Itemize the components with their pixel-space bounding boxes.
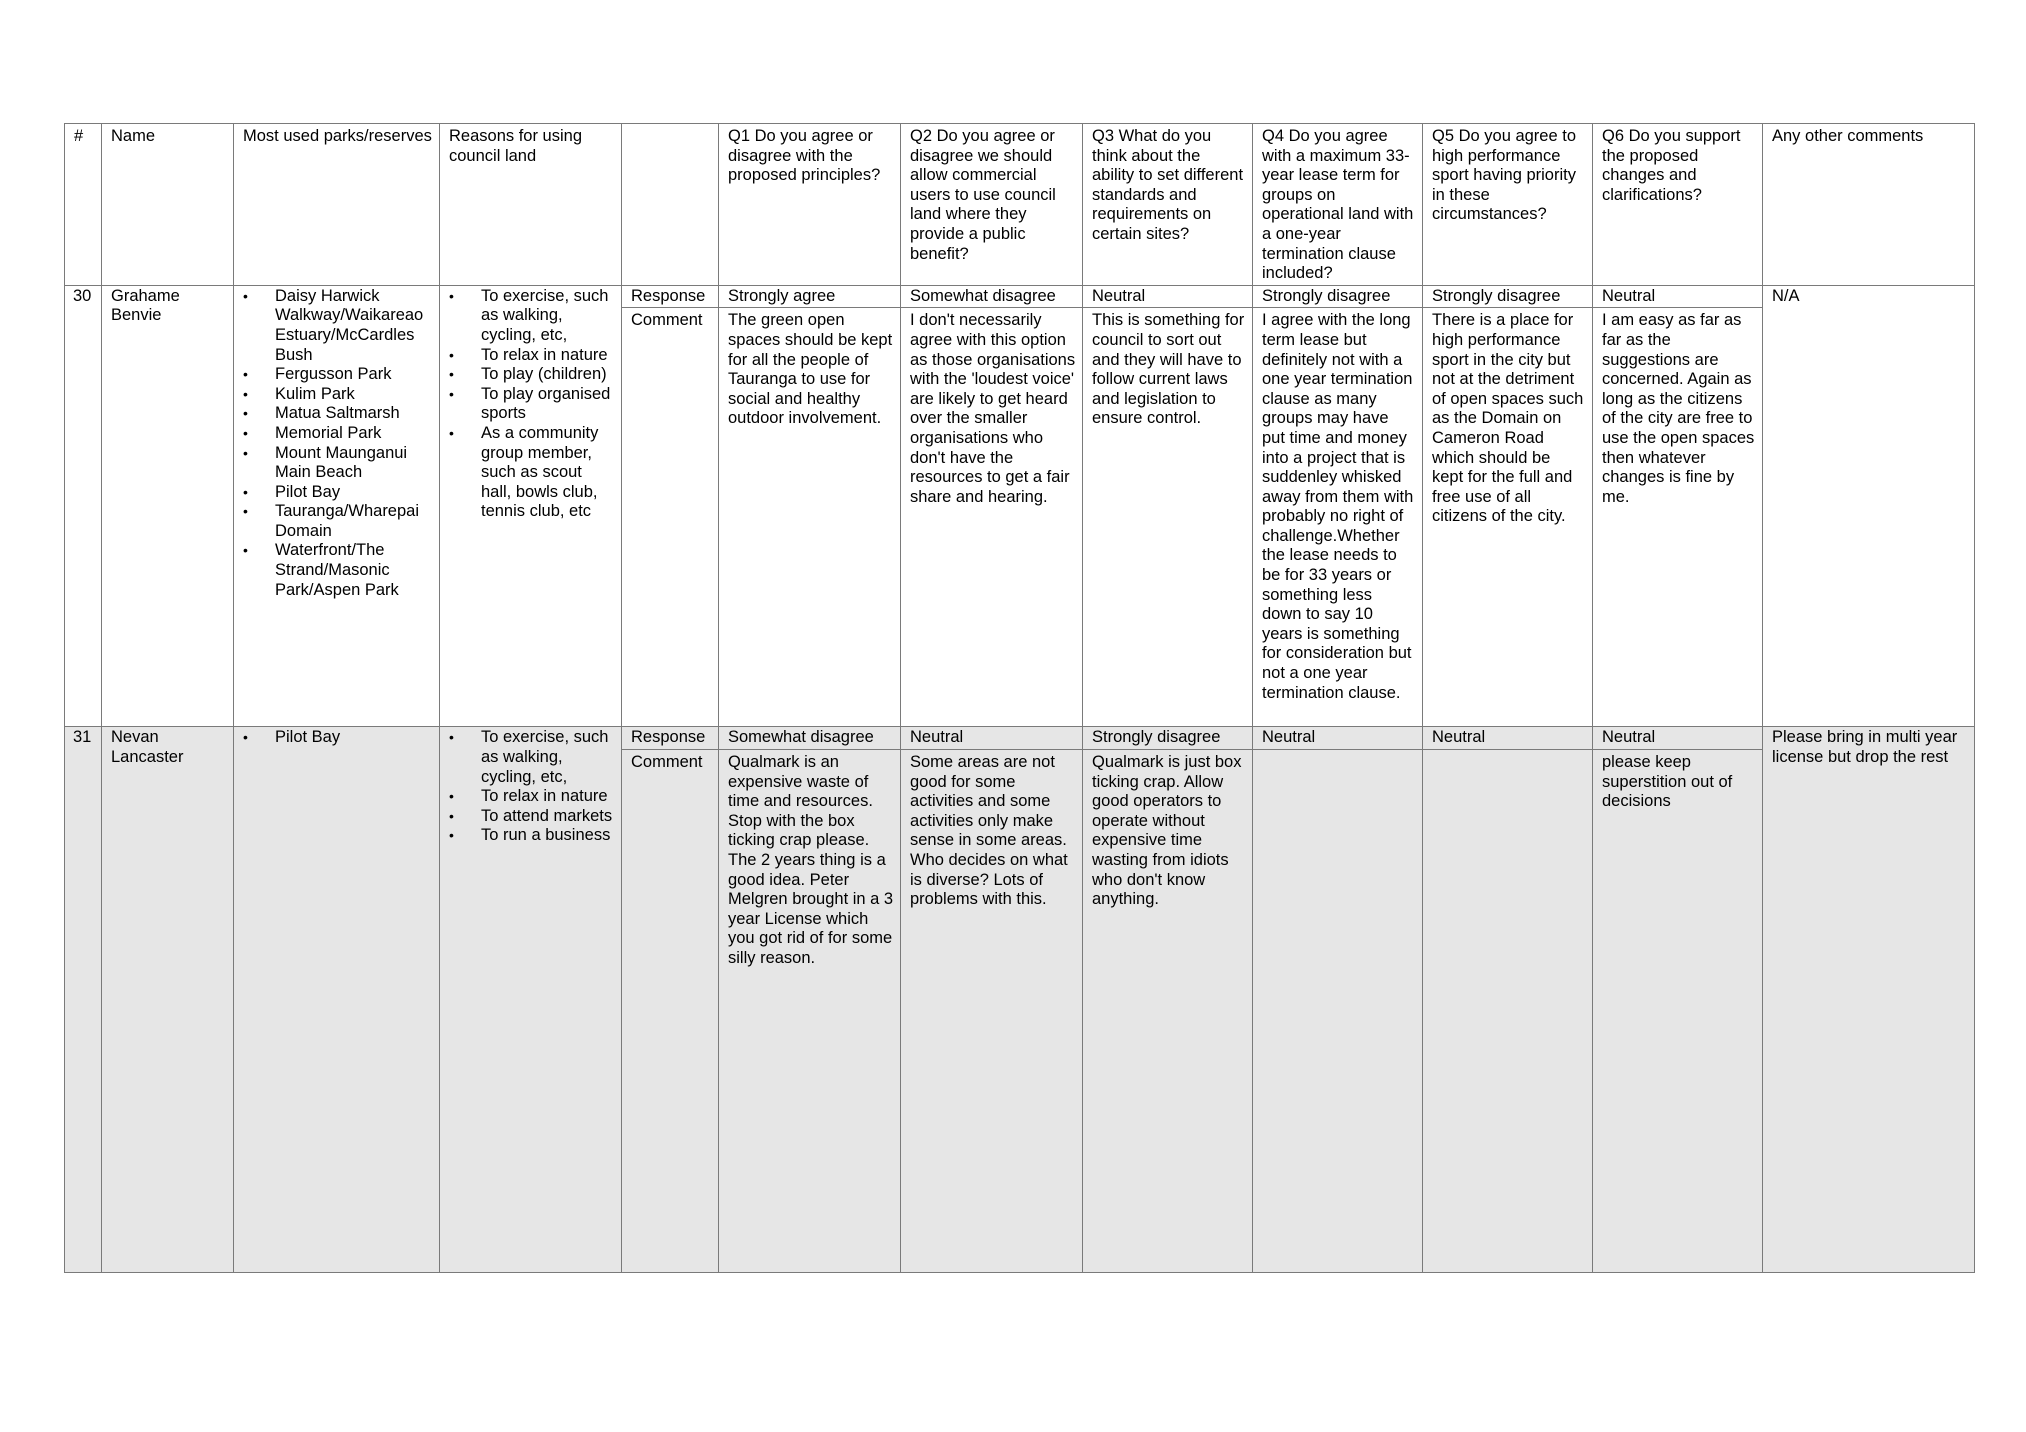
other-comments: N/A — [1763, 285, 1975, 727]
response-q4: Neutral — [1253, 727, 1423, 750]
parks-cell — [234, 727, 440, 1273]
response-q3: Neutral — [1083, 285, 1253, 308]
list-item: • To relax in nature — [481, 787, 615, 807]
reasons-cell — [440, 285, 622, 727]
list-item: • Waterfront/The Strand/Masonic Park/Aspen Park — [275, 541, 433, 600]
comment-q4 — [1253, 749, 1423, 1272]
header-q3: Q3 What do you think about the ability to set different standards and requirements on certain sites? — [1083, 124, 1253, 286]
parks-list — [243, 728, 433, 748]
list-item: • Tauranga/Wharepai Domain — [275, 502, 433, 541]
other-comments: Please bring in multi year license but drop the rest — [1763, 727, 1975, 1273]
response-q3: Strongly disagree — [1083, 727, 1253, 750]
list-item: • To play (children) — [481, 365, 615, 385]
list-item: • Matua Saltmarsh — [275, 404, 433, 424]
comment-q3: This is something for council to sort out and they will have to follow current laws and legislation to ensure control. — [1083, 308, 1253, 727]
response-label: Response — [622, 727, 719, 750]
comment-label: Comment — [622, 749, 719, 1272]
row-number: 30 — [65, 285, 102, 727]
header-parks: Most used parks/reserves — [234, 124, 440, 286]
header-type — [622, 124, 719, 286]
response-q2: Somewhat disagree — [901, 285, 1083, 308]
response-q1: Strongly agree — [719, 285, 901, 308]
response-q4: Strongly disagree — [1253, 285, 1423, 308]
list-item: • Kulim Park — [275, 385, 433, 405]
comment-q5 — [1423, 749, 1593, 1272]
header-other: Any other comments — [1763, 124, 1975, 286]
table-row-response — [65, 285, 1975, 308]
response-q1: Somewhat disagree — [719, 727, 901, 750]
comment-q1: Qualmark is an expensive waste of time and resources. Stop with the box ticking crap please. The 2 years thing is a good idea. Peter Melgren brought in a 3 year License which you got rid of for some silly reason. — [719, 749, 901, 1272]
comment-q3: Qualmark is just box ticking crap. Allow good operators to operate without expensive time wasting from idiots who don't know anything. — [1083, 749, 1253, 1272]
header-q4: Q4 Do you agree with a maximum 33-year lease term for groups on operational land with a one-year termination clause included? — [1253, 124, 1423, 286]
comment-q6: I am easy as far as far as the suggestions are concerned. Again as long as the citizens of the city are free to use the open spaces then whatever changes is fine by me. — [1593, 308, 1763, 727]
comment-q6: please keep superstition out of decisions — [1593, 749, 1763, 1272]
comment-q5: There is a place for high performance sport in the city but not at the detriment of open spaces such as the Domain on Cameron Road which should be kept for the full and free use of all citizens of the city. — [1423, 308, 1593, 727]
list-item: • Memorial Park — [275, 424, 433, 444]
header-q2: Q2 Do you agree or disagree we should allow commercial users to use council land where they provide a public benefit? — [901, 124, 1083, 286]
header-name: Name — [102, 124, 234, 286]
list-item: • Pilot Bay — [275, 728, 433, 748]
list-item: • Mount Maunganui Main Beach — [275, 444, 433, 483]
header-row — [65, 124, 1975, 286]
header-reasons: Reasons for using council land — [440, 124, 622, 286]
list-item: • To play organised sports — [481, 385, 615, 424]
list-item: • To attend markets — [481, 807, 615, 827]
response-q6: Neutral — [1593, 727, 1763, 750]
response-label: Response — [622, 285, 719, 308]
list-item: • To exercise, such as walking, cycling, etc, — [481, 287, 615, 346]
comment-label: Comment — [622, 308, 719, 727]
reasons-cell — [440, 727, 622, 1273]
respondent-name: Nevan Lancaster — [102, 727, 234, 1273]
list-item: • As a community group member, such as scout hall, bowls club, tennis club, etc — [481, 424, 615, 522]
list-item: • To relax in nature — [481, 346, 615, 366]
reasons-list — [449, 287, 615, 522]
respondent-name: Grahame Benvie — [102, 285, 234, 727]
comment-q2: Some areas are not good for some activities and some activities only make sense in some areas. Who decides on what is diverse? Lots of problems with this. — [901, 749, 1083, 1272]
list-item: • To exercise, such as walking, cycling, etc, — [481, 728, 615, 787]
header-q5: Q5 Do you agree to high performance sport having priority in these circumstances? — [1423, 124, 1593, 286]
comment-q4: I agree with the long term lease but definitely not with a one year termination clause as many groups may have put time and money into a project that is suddenley whisked away from them with probably no right of challenge.Whether the lease needs to be for 33 years or something less down to say 10 years is something for consideration but not a one year termination clause. — [1253, 308, 1423, 727]
comment-q1: The green open spaces should be kept for all the people of Tauranga to use for social and healthy outdoor involvement. — [719, 308, 901, 727]
row-number: 31 — [65, 727, 102, 1273]
reasons-list — [449, 728, 615, 846]
parks-list — [243, 287, 433, 601]
response-q5: Neutral — [1423, 727, 1593, 750]
list-item: • Fergusson Park — [275, 365, 433, 385]
header-q1: Q1 Do you agree or disagree with the proposed principles? — [719, 124, 901, 286]
response-q2: Neutral — [901, 727, 1083, 750]
comment-q2: I don't necessarily agree with this option as those organisations with the 'loudest voice' are likely to get heard over the smaller organisations who don't have the resources to get a fair share and hearing. — [901, 308, 1083, 727]
list-item: • Pilot Bay — [275, 483, 433, 503]
parks-cell — [234, 285, 440, 727]
header-num: # — [65, 124, 102, 286]
submissions-table — [64, 123, 1975, 1273]
list-item: • Daisy Harwick Walkway/Waikareao Estuary/McCardles Bush — [275, 287, 433, 365]
response-q5: Strongly disagree — [1423, 285, 1593, 308]
header-q6: Q6 Do you support the proposed changes and clarifications? — [1593, 124, 1763, 286]
table-row-response — [65, 727, 1975, 750]
response-q6: Neutral — [1593, 285, 1763, 308]
list-item: • To run a business — [481, 826, 615, 846]
